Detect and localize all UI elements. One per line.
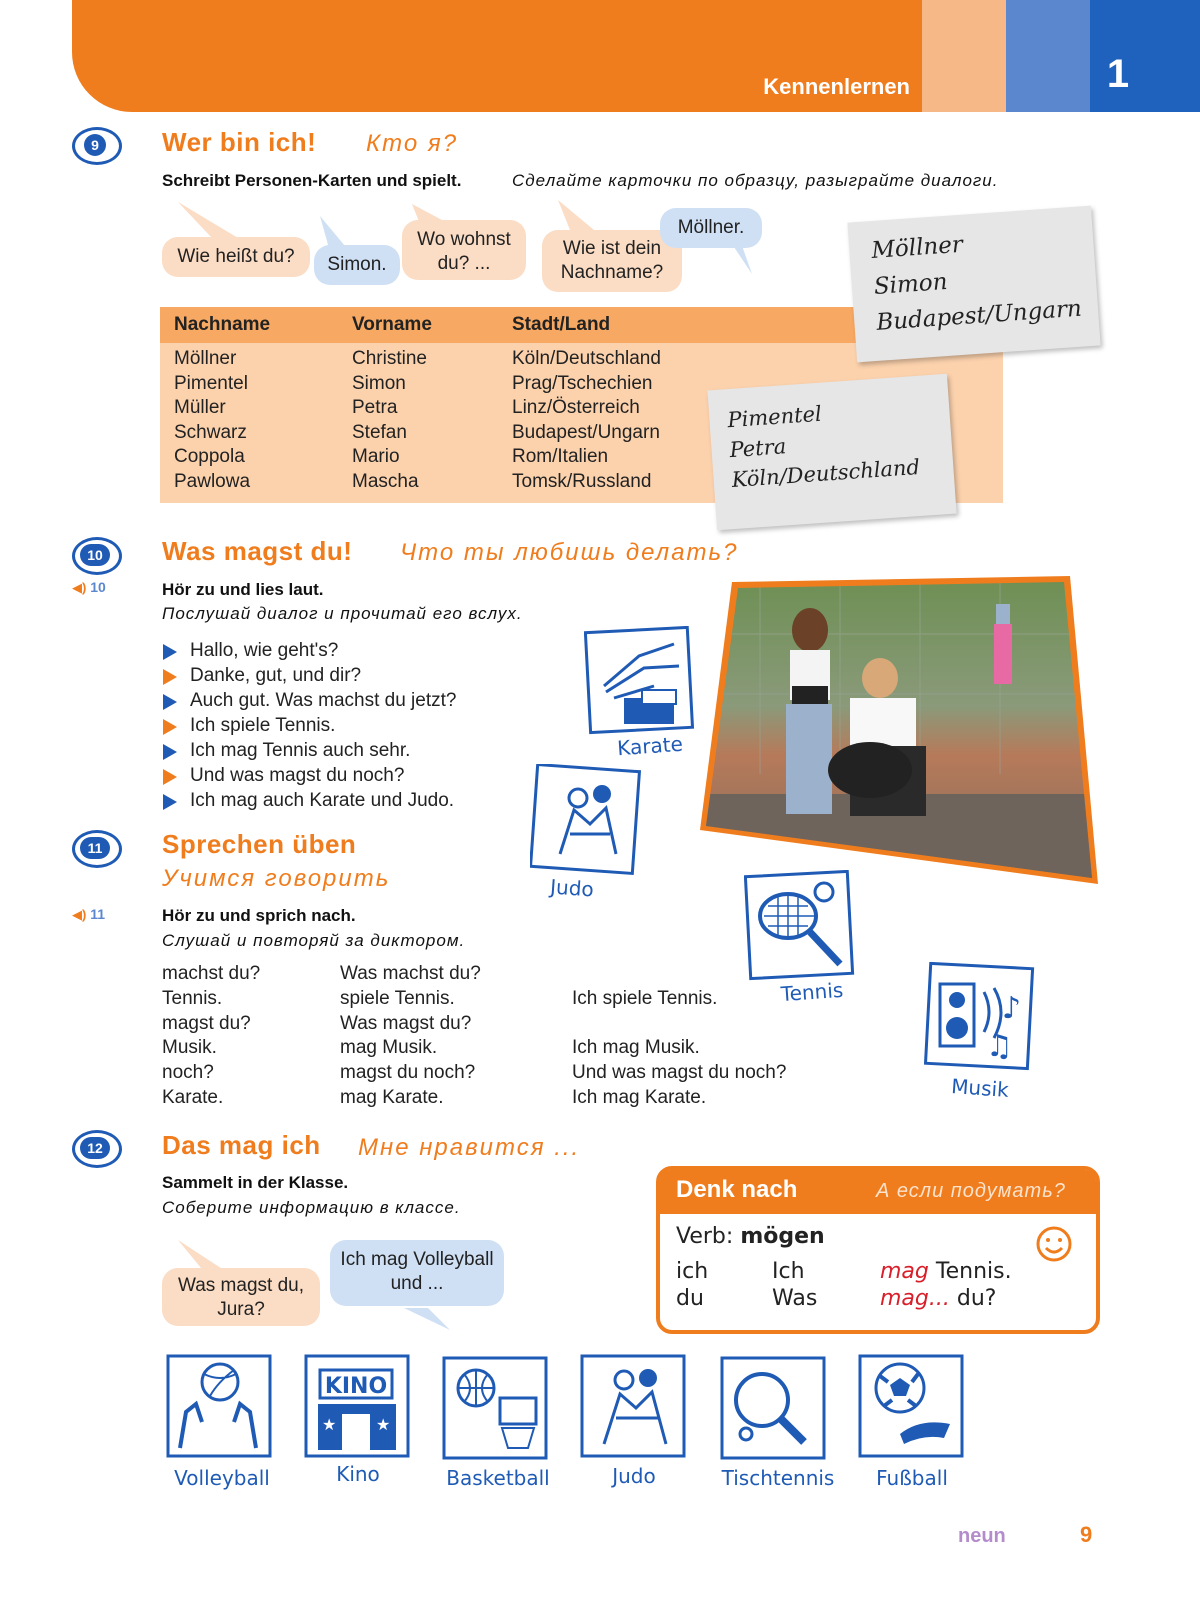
table-column-vorname bbox=[352, 347, 427, 495]
svg-text:KINO: KINO bbox=[324, 1374, 388, 1399]
practice-line: magst du noch? bbox=[340, 1062, 476, 1084]
football-icon bbox=[856, 1352, 968, 1462]
practice-line: Karate. bbox=[162, 1086, 224, 1108]
bubble-wie-heisst-du: Wie heißt du? bbox=[162, 237, 310, 277]
exercise-badge-11: 11 bbox=[72, 830, 122, 868]
bubble-wie-ist-dein-nachname: Wie ist dein Nachname? bbox=[542, 230, 682, 292]
exercise-badge-10: 10 bbox=[72, 537, 122, 575]
table-cell: Linz/Österreich bbox=[512, 397, 640, 419]
exercise-badge-12: 12 bbox=[72, 1130, 122, 1168]
table-cell: Stefan bbox=[352, 421, 407, 443]
triangle-bullet-icon bbox=[163, 744, 177, 760]
triangle-bullet-icon bbox=[163, 769, 177, 785]
practice-column-3 bbox=[572, 962, 786, 1111]
ex11-instruction-de: Hör zu und sprich nach. bbox=[162, 906, 356, 925]
table-column-stadt-land bbox=[512, 347, 661, 495]
table-cell: Schwarz bbox=[174, 421, 247, 443]
cinema-icon bbox=[302, 1352, 414, 1462]
fussball-label: Fußball bbox=[876, 1466, 948, 1490]
subject: Ich bbox=[772, 1259, 805, 1284]
pronoun-column bbox=[676, 1258, 708, 1312]
ex11-title-de: Sprechen üben bbox=[162, 829, 357, 859]
practice-line: Musik. bbox=[162, 1037, 217, 1059]
card-line: Pimentel bbox=[726, 401, 823, 433]
practice-column-1 bbox=[162, 962, 260, 1111]
table-cell: Tomsk/Russland bbox=[512, 470, 652, 492]
triangle-bullet-icon bbox=[163, 719, 177, 735]
bubble-was-magst-du-jura: Was magst du, Jura? bbox=[162, 1268, 320, 1326]
verb-infinitive: mögen bbox=[740, 1224, 825, 1249]
karate-icon bbox=[584, 626, 696, 736]
ex10-instruction-de: Hör zu und lies laut. bbox=[162, 580, 324, 599]
ex12-instruction-ru: Соберите информацию в классе. bbox=[162, 1198, 461, 1217]
triangle-bullet-icon bbox=[163, 669, 177, 685]
speaker-icon: ◀) bbox=[72, 580, 87, 595]
practice-line: mag Karate. bbox=[340, 1086, 444, 1108]
table-cell: Prag/Tschechien bbox=[512, 372, 653, 394]
practice-line: Ich mag Karate. bbox=[572, 1086, 707, 1108]
photo-teenagers-tennis bbox=[700, 574, 1100, 904]
bubble-simon: Simon. bbox=[314, 245, 400, 285]
basketball-label: Basketball bbox=[446, 1466, 550, 1490]
smiley-icon bbox=[1034, 1224, 1074, 1264]
list-item: Ich spiele Tennis. bbox=[160, 713, 456, 738]
practice-line: Was machst du? bbox=[340, 963, 481, 984]
card-line: Möllner bbox=[870, 231, 964, 265]
ex9-title-de: Wer bin ich! bbox=[162, 127, 317, 157]
card-line: Simon bbox=[873, 268, 949, 300]
table-cell: Budapest/Ungarn bbox=[512, 421, 660, 443]
subject: Was bbox=[772, 1286, 818, 1311]
section-title: Kennenlernen bbox=[763, 74, 910, 99]
unit-number: 1 bbox=[1106, 52, 1130, 96]
practice-line: machst du? bbox=[162, 963, 261, 984]
table-cell: Mario bbox=[352, 446, 400, 468]
basketball-icon bbox=[440, 1354, 552, 1464]
bubble-wo-wohnst-du: Wo wohnst du? ... bbox=[402, 220, 526, 280]
list-item: Ich mag Tennis auch sehr. bbox=[160, 738, 456, 763]
practice-column-2 bbox=[340, 962, 481, 1111]
denk-nach-title: Denk nach bbox=[676, 1176, 798, 1203]
svg-text:★: ★ bbox=[376, 1415, 391, 1434]
table-cell: Köln/Deutschland bbox=[512, 348, 661, 369]
practice-line: Ich mag Musik. bbox=[572, 1037, 700, 1059]
ex9-instruction-de: Schreibt Personen-Karten und spielt. bbox=[162, 171, 462, 190]
table-cell: Coppola bbox=[174, 446, 245, 468]
tennis-label: Tennis bbox=[780, 977, 844, 1007]
triangle-bullet-icon bbox=[163, 794, 177, 810]
music-icon bbox=[924, 962, 1038, 1074]
verb-label: Verb: bbox=[676, 1224, 734, 1249]
musik-label: Musik bbox=[950, 1074, 1010, 1102]
audio-track-10[interactable]: ◀) 10 bbox=[72, 579, 106, 595]
judo-bottom-icon bbox=[578, 1352, 690, 1462]
svg-text:♫: ♫ bbox=[986, 1029, 1013, 1064]
triangle-bullet-icon bbox=[163, 694, 177, 710]
judo-icon bbox=[530, 764, 642, 876]
header-stripe-peach bbox=[922, 0, 1006, 112]
practice-line bbox=[572, 962, 786, 987]
practice-line: spiele Tennis. bbox=[340, 987, 455, 1009]
card-line: Budapest/Ungarn bbox=[875, 295, 1083, 336]
judo-bottom-label: Judo bbox=[612, 1464, 656, 1488]
practice-line: Ich spiele Tennis. bbox=[572, 987, 718, 1009]
ex12-instruction-de: Sammelt in der Klasse. bbox=[162, 1173, 349, 1192]
person-card-1 bbox=[847, 206, 1100, 363]
ex10-instruction-ru: Послушай диалог и прочитай его вслух. bbox=[162, 604, 523, 623]
audio-track-11[interactable]: ◀) 11 bbox=[72, 906, 106, 922]
ex12-title-ru: Мне нравится ... bbox=[358, 1134, 581, 1161]
bubble-ich-mag-volleyball: Ich mag Volleyball und ... bbox=[330, 1240, 504, 1306]
table-tennis-icon bbox=[718, 1354, 830, 1464]
table-cell: Mascha bbox=[352, 470, 419, 492]
svg-text:★: ★ bbox=[322, 1415, 337, 1434]
practice-line: magst du? bbox=[162, 1012, 251, 1034]
practice-line: noch? bbox=[162, 1062, 214, 1084]
denk-nach-subtitle: А если подумать? bbox=[876, 1180, 1066, 1202]
conjugation-row: mag Tennis. bbox=[880, 1259, 1012, 1284]
list-item: Ich mag auch Karate und Judo. bbox=[160, 788, 456, 813]
bubble-moellner: Möllner. bbox=[660, 208, 762, 248]
ex11-title-ru: Учимся говорить bbox=[162, 865, 391, 892]
judo-label: Judo bbox=[549, 874, 595, 902]
pronoun: du bbox=[676, 1286, 704, 1311]
ex10-title-de: Was magst du! bbox=[162, 536, 353, 566]
practice-line: mag Musik. bbox=[340, 1037, 438, 1059]
practice-line: Und was magst du noch? bbox=[572, 1062, 787, 1084]
conjugation-column bbox=[880, 1258, 1012, 1312]
table-cell: Pawlowa bbox=[174, 470, 251, 492]
table-cell: Simon bbox=[352, 372, 406, 394]
speaker-icon: ◀) bbox=[72, 907, 87, 922]
page-word: neun bbox=[958, 1525, 1006, 1547]
volleyball-icon bbox=[164, 1352, 276, 1462]
person-card-2 bbox=[707, 374, 956, 530]
svg-text:♪: ♪ bbox=[1002, 991, 1022, 1026]
list-item: Hallo, wie geht's? bbox=[160, 638, 456, 663]
triangle-bullet-icon bbox=[163, 644, 177, 660]
table-cell: Pimentel bbox=[174, 372, 248, 394]
ex9-instruction-ru: Сделайте карточки по образцу, разыграйте диалоги. bbox=[512, 171, 999, 190]
ex9-title-ru: Кто я? bbox=[366, 130, 459, 157]
table-header-nachname: Nachname bbox=[174, 314, 271, 335]
ex11-instruction-ru: Слушай и повторяй за диктором. bbox=[162, 931, 466, 950]
ex10-title-ru: Что ты любишь делать? bbox=[400, 539, 739, 566]
kino-label: Kino bbox=[336, 1462, 380, 1486]
header-stripe-lightblue bbox=[1006, 0, 1090, 112]
tischtennis-label: Tischtennis bbox=[721, 1466, 835, 1490]
table-cell: Petra bbox=[352, 397, 398, 419]
table-cell: Christine bbox=[352, 348, 427, 369]
table-cell: Rom/Italien bbox=[512, 446, 609, 468]
table-cell: Müller bbox=[174, 397, 226, 419]
dialog-list bbox=[160, 638, 456, 813]
karate-label: Karate bbox=[616, 731, 684, 761]
list-item: Danke, gut, und dir? bbox=[160, 663, 456, 688]
volleyball-label: Volleyball bbox=[174, 1466, 270, 1490]
denk-nach-box bbox=[656, 1166, 1100, 1334]
table-column-nachname bbox=[174, 347, 250, 495]
table-header-vorname: Vorname bbox=[352, 314, 432, 335]
practice-line bbox=[572, 1012, 786, 1037]
ex12-title-de: Das mag ich bbox=[162, 1130, 321, 1160]
exercise-badge-9: 9 bbox=[72, 127, 122, 165]
subject-column bbox=[772, 1258, 817, 1312]
page-number: 9 bbox=[1080, 1522, 1093, 1547]
conjugation-row: mag... du? bbox=[880, 1286, 997, 1311]
table-cell: Möllner bbox=[174, 348, 237, 369]
card-line: Köln/Deutschland bbox=[730, 454, 921, 493]
practice-line: Tennis. bbox=[162, 987, 223, 1009]
card-line: Petra bbox=[728, 434, 787, 463]
list-item: Auch gut. Was machst du jetzt? bbox=[160, 688, 456, 713]
practice-line: Was magst du? bbox=[340, 1012, 472, 1034]
pronoun: ich bbox=[676, 1259, 709, 1284]
table-header-stadt-land: Stadt/Land bbox=[512, 314, 611, 335]
list-item: Und was magst du noch? bbox=[160, 763, 456, 788]
verb-line bbox=[676, 1224, 825, 1249]
